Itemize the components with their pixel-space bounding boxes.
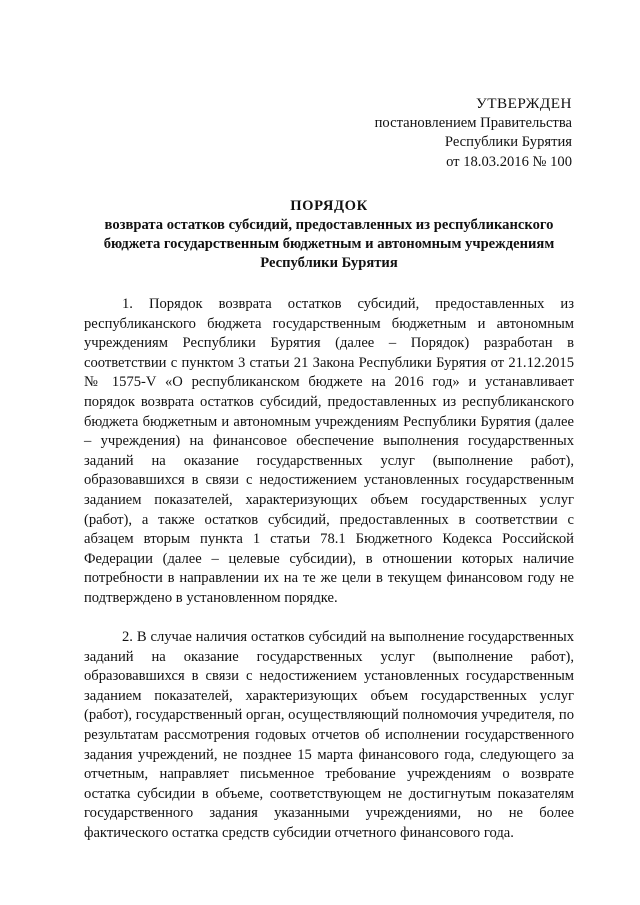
heading-line-1: возврата остатков субсидий, предоставленных из республиканского [104, 217, 554, 233]
approval-title: УТВЕРЖДЕН [475, 95, 572, 112]
paragraph-1: 1. Порядок возврата остатков субсидий, предоставленных из республиканского бюджета государственным бюджетным и автономным учреждениям Республики Бурятия (далее – Порядок) разработан в соответствии с пунктом 3 статьи 21 Закона Республики Бурятия от 21.12.2015 № 1575-V «О республиканском бюджете на 2016 год» и устанавливает порядок возврата остатков субсидий, предоставленных из республиканского бюджета бюджетным и автономным учреждениям Республики Бурятия (далее – учреждения) на финансовое обеспечение выполнения государственных заданий на оказание государственных услуг (выполнение работ), образовавшихся в связи с недостижением установленных государственным заданием показателей, характеризующих объем государственных услуг (работ), а также остатков субсидий, предоставленных в соответствии с абзацем вторым пункта 1 статьи 78.1 Бюджетного Кодекса Российской Федерации (далее – целевые субсидии), в отношении которых наличие потребности в направлении их на те же цели в текущем финансовом году не подтверждено в установленном порядке. [84, 296, 574, 606]
approval-line-date-number: от 18.03.2016 № 100 [446, 153, 572, 170]
document-heading [84, 197, 574, 273]
heading-line-3: Республики Бурятия [260, 255, 398, 271]
approval-stamp [330, 94, 572, 172]
approval-line-region: Республики Бурятия [444, 134, 572, 150]
paragraph-2: 2. В случае наличия остатков субсидий на выполнение государственных заданий на оказание государственных услуг (выполнение работ), образовавшихся в связи с недостижением установленных государственным заданием показателей, характеризующих объем государственных услуг (работ), государственный орган, осуществляющий полномочия учредителя, по результатам рассмотрения годовых отчетов об исполнении государственного задания учреждений, не позднее 15 марта финансового года, следующего за отчетным, направляет письменное требование учреждениям о возврате остатка субсидии в объеме, соответствующем не достигнутым показателям государственного задания указанными учреждениями, но не более фактического остатка средств субсидии отчетного финансового года. [84, 629, 574, 841]
document-body [84, 295, 574, 844]
heading-title: ПОРЯДОК [290, 198, 368, 214]
approval-line-authority: постановлением Правительства [374, 114, 572, 131]
heading-line-2: бюджета государственным бюджетным и автономным учреждениям [103, 236, 555, 252]
